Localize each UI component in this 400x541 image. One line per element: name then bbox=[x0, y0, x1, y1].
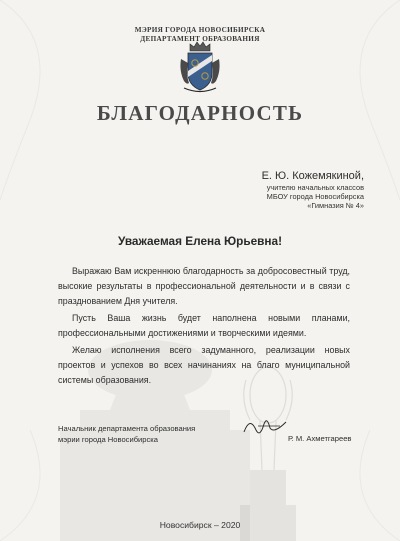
body-paragraph: Пусть Ваша жизнь будет наполнена новыми планами, профессиональными достижениями и творческими идеями. bbox=[58, 313, 350, 338]
recipient-position-line: «Гимназия № 4» bbox=[307, 201, 364, 210]
body-paragraph: Желаю исполнения всего задуманного, реализации новых проектов и успехов во всех начинаниях на благо муниципальной системы образования. bbox=[58, 345, 350, 385]
handwritten-signature-icon bbox=[240, 412, 290, 440]
recipient-position-line: учителю начальных классов bbox=[266, 183, 364, 192]
body-paragraph: Выражаю Вам искреннюю благодарность за добросовестный труд, высокие результаты в профессиональной деятельности и в связи с празднованием Дня учителя. bbox=[58, 266, 350, 306]
document-title: БЛАГОДАРНОСТЬ bbox=[96, 101, 304, 125]
signatory-name: Р. М. Ахметгареев bbox=[288, 434, 352, 443]
novosibirsk-coat-of-arms-icon bbox=[178, 41, 222, 95]
signatory-title-line1: Начальник департамента образования bbox=[58, 424, 196, 433]
org-name-line2: ДЕПАРТАМЕНТ ОБРАЗОВАНИЯ bbox=[140, 34, 260, 43]
city-year-footer: Новосибирск – 2020 bbox=[159, 520, 241, 530]
signatory-title-line2: мэрии города Новосибирска bbox=[58, 435, 159, 444]
org-name-line1: МЭРИЯ ГОРОДА НОВОСИБИРСКА bbox=[134, 26, 266, 34]
recipient-name: Е. Ю. Кожемякиной, bbox=[261, 170, 364, 182]
greeting: Уважаемая Елена Юрьевна! bbox=[117, 234, 283, 248]
recipient-position-line: МБОУ города Новосибирска bbox=[266, 192, 364, 201]
